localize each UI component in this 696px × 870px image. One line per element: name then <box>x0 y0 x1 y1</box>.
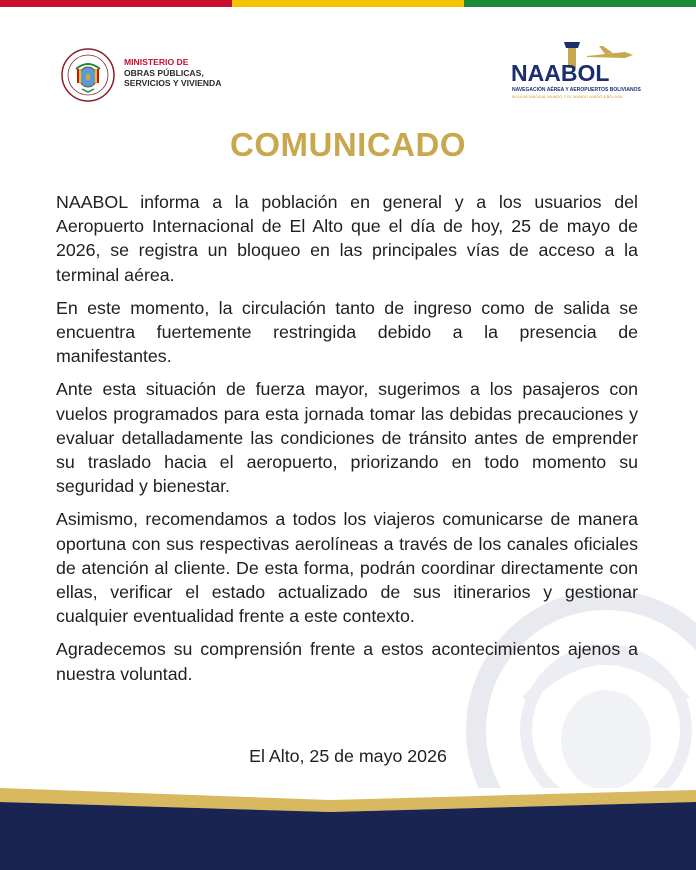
naabol-logo <box>505 38 640 108</box>
ministry-line-3: SERVICIOS Y VIVIENDA <box>124 78 222 88</box>
stripe-red <box>0 0 232 7</box>
ministry-line-1: MINISTERIO DE <box>124 57 189 67</box>
communique-body <box>56 190 638 695</box>
bolivia-coat-of-arms-icon <box>60 47 116 103</box>
paragraph: NAABOL informa a la población en general y a los usuarios del Aeropuerto Internacional de El Alto que el día de hoy, 25 de mayo de 2026, se registra un bloqueo en las principales vías de acceso a la terminal aérea. <box>56 192 638 285</box>
ministry-name <box>124 57 221 89</box>
paragraph: Ante esta situación de fuerza mayor, sugerimos a los pasajeros con vuelos programados para esta jornada tomar las debidas precauciones y evaluar detalladamente las condiciones de tránsito antes de emprender su traslado hacia el aeropuerto, priorizando en todo momento su seguridad y bienestar. <box>56 379 638 497</box>
page-title: COMUNICADO <box>230 126 466 163</box>
naabol-wordmark: NAABOL <box>511 60 610 86</box>
top-color-stripe <box>0 0 696 7</box>
date-line: El Alto, 25 de mayo 2026 <box>249 746 447 766</box>
stripe-yellow <box>232 0 464 7</box>
paragraph: Asimismo, recomendamos a todos los viajeros comunicarse de manera oportuna con sus respectivas aerolíneas a través de los canales oficiales de atención al cliente. De esta forma, podrán coordinar directamente con ellas, verificar el estado actualizado de sus itinerarios y gestionar cualquier eventualidad frente a este contexto. <box>56 509 638 627</box>
naabol-tagline: BOLIVIA UNIDA AL MUNDO Y EL MUNDO UNIDO A BOLIVIA <box>512 94 623 99</box>
stripe-green <box>464 0 696 7</box>
footer-band <box>0 780 696 870</box>
naabol-subtitle: NAVEGACIÓN AÉREA Y AEROPUERTOS BOLIVIANOS <box>512 87 641 93</box>
paragraph: Agradecemos su comprensión frente a estos acontecimientos ajenos a nuestra voluntad. <box>56 639 638 684</box>
ministry-line-2: OBRAS PÚBLICAS, <box>124 67 204 78</box>
ministry-logo <box>60 45 260 105</box>
paragraph: En este momento, la circulación tanto de ingreso como de salida se encuentra fuertemente restringida debido a la presencia de manifestantes. <box>56 297 638 367</box>
